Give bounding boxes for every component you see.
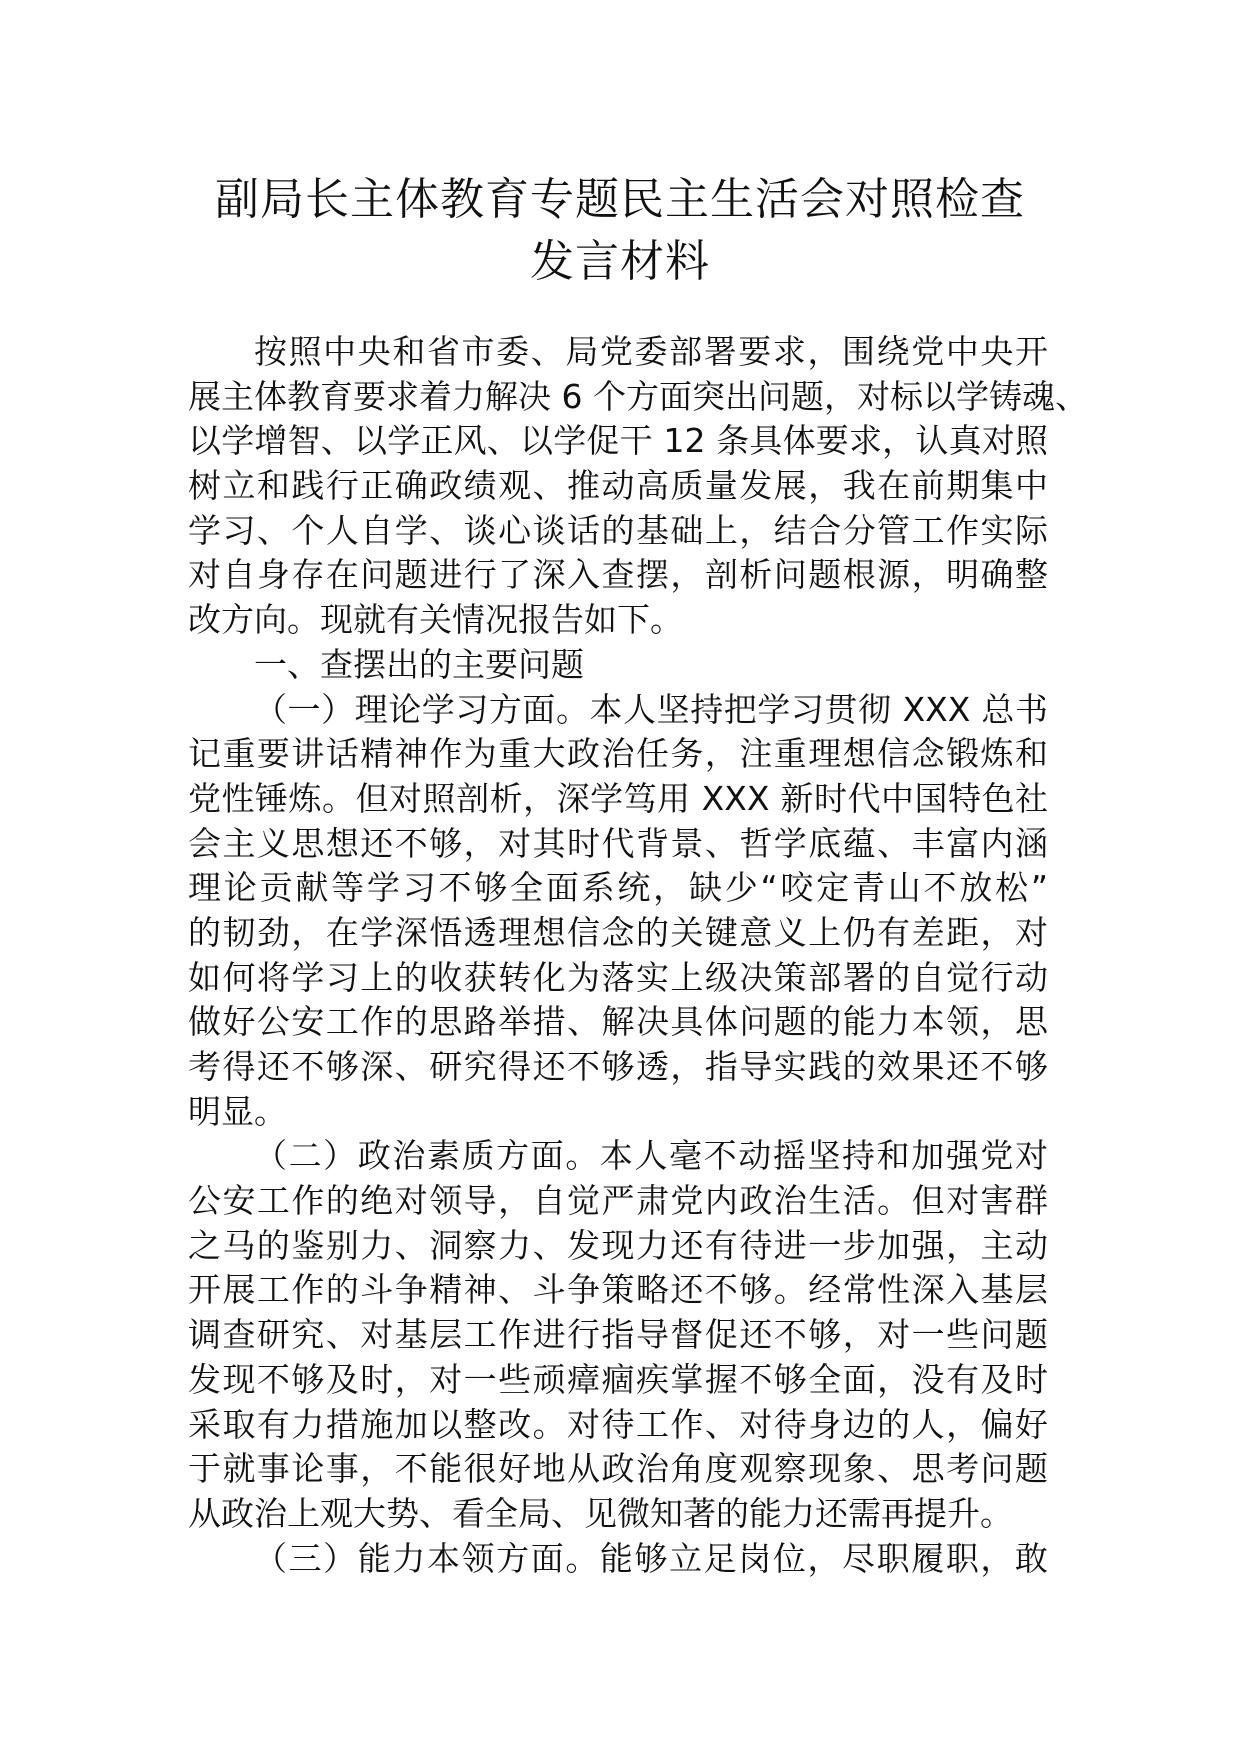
body-line: 从政治上观大势、看全局、见微知著的能力还需再提升。 bbox=[188, 1493, 1013, 1533]
body-line: （二）政治素质方面。本人毫不动摇坚持和加强党对 bbox=[254, 1136, 1048, 1176]
body-line: 于就事论事，不能很好地从政治角度观察现象、思考问题 bbox=[188, 1449, 1048, 1489]
body-line: 对自身存在问题进行了深入查摆，剖析问题根源，明确整 bbox=[188, 555, 1048, 595]
section-heading: 一、查摆出的主要问题 bbox=[254, 644, 584, 684]
body-line: 如何将学习上的收获转化为落实上级决策部署的自觉行动 bbox=[188, 957, 1048, 997]
body-line: 调查研究、对基层工作进行指导督促还不够，对一些问题 bbox=[188, 1315, 1048, 1355]
body-line: 展主体教育要求着力解决 6 个方面突出问题，对标以学铸魂、 bbox=[188, 376, 1088, 416]
body-line: 党性锤炼。但对照剖析，深学笃用 XXX 新时代中国特色社 bbox=[188, 778, 1048, 818]
body-line: 开展工作的斗争精神、斗争策略还不够。经常性深入基层 bbox=[188, 1270, 1048, 1310]
body-line: 理论贡献等学习不够全面系统，缺少“咬定青山不放松” bbox=[188, 868, 1048, 908]
body-line: 明显。 bbox=[188, 1091, 287, 1131]
body-line: 公安工作的绝对领导，自觉严肃党内政治生活。但对害群 bbox=[188, 1181, 1048, 1221]
body-line: 学习、个人自学、谈心谈话的基础上，结合分管工作实际 bbox=[188, 510, 1048, 550]
document-title-line-2: 发言材料 bbox=[530, 236, 710, 287]
body-line: 发现不够及时，对一些顽瘴痼疾掌握不够全面，没有及时 bbox=[188, 1359, 1048, 1399]
body-line: 的韧劲，在学深悟透理想信念的关键意义上仍有差距，对 bbox=[188, 912, 1048, 952]
body-line: 记重要讲话精神作为重大政治任务，注重理想信念锻炼和 bbox=[188, 734, 1048, 774]
body-line: 会主义思想还不够，对其时代背景、哲学底蕴、丰富内涵 bbox=[188, 823, 1048, 863]
body-line: （一）理论学习方面。本人坚持把学习贯彻 XXX 总书 bbox=[254, 689, 1048, 729]
body-line: 以学增智、以学正风、以学促干 12 条具体要求，认真对照 bbox=[188, 421, 1048, 461]
body-line: 考得还不够深、研究得还不够透，指导实践的效果还不够 bbox=[188, 1047, 1048, 1086]
body-line: 按照中央和省市委、局党委部署要求，围绕党中央开 bbox=[254, 332, 1048, 371]
body-line: 改方向。现就有关情况报告如下。 bbox=[188, 600, 683, 640]
document-body bbox=[188, 330, 1088, 1581]
body-line: 采取有力措施加以整改。对待工作、对待身边的人，偏好 bbox=[188, 1404, 1048, 1444]
body-line: 树立和践行正确政绩观、推动高质量发展，我在前期集中 bbox=[188, 466, 1048, 506]
body-line: 之马的鉴别力、洞察力、发现力还有待进一步加强，主动 bbox=[188, 1225, 1048, 1265]
body-line: （三）能力本领方面。能够立足岗位，尽职履职，敢 bbox=[254, 1538, 1048, 1578]
document-title-line-1: 副局长主体教育专题民主生活会对照检查 bbox=[215, 174, 1025, 225]
body-line: 做好公安工作的思路举措、解决具体问题的能力本领，思 bbox=[188, 1002, 1048, 1042]
